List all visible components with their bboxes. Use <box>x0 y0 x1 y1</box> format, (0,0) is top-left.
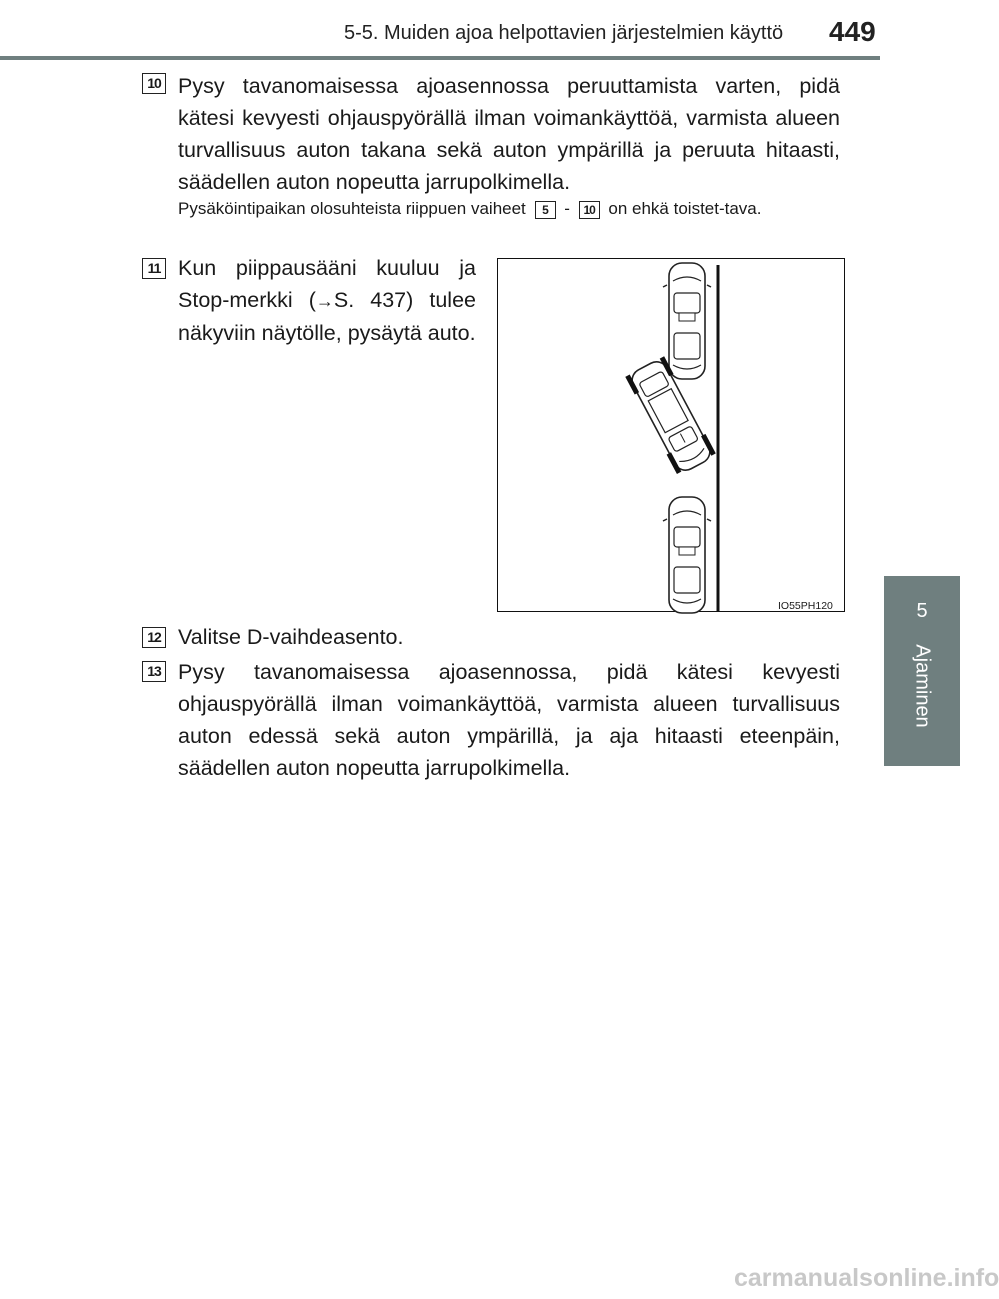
note-badge-from: 5 <box>535 201 556 219</box>
figure-id: IO55PH120 <box>778 600 833 612</box>
parked-car-rear <box>663 497 711 613</box>
watermark: carmanualsonline.info <box>734 1264 999 1292</box>
parking-illustration <box>497 258 845 612</box>
step-10-text: Pysy tavanomaisessa ajoasennossa peruuttamista varten, pidä kätesi kevyesti ohjauspyörällä ilman voimankäyttöä, varmista alueen turvallisuus auton takana sekä auton ympärillä ja peruuta hitaasti, säädellen auton nopeutta jarrupolkimella. <box>178 74 840 194</box>
page-number: 449 <box>829 16 876 47</box>
step-badge-10: 10 <box>142 73 166 94</box>
chapter-label: Ajaminen <box>911 644 934 728</box>
step-badge-12: 12 <box>142 627 166 648</box>
step-11-text-after: ) tulee näkyviin näytölle, pysäytä auto. <box>178 288 476 345</box>
chapter-number: 5 <box>916 600 928 622</box>
chapter-tab[interactable] <box>884 576 960 766</box>
step-note <box>178 198 840 220</box>
section-title: 5-5. Muiden ajoa helpottavien järjestelmien käyttö <box>344 22 784 44</box>
step-badge-11: 11 <box>142 258 166 279</box>
step-badge-13: 13 <box>142 661 166 682</box>
note-text-after: on ehkä toistet-tava. <box>608 199 762 218</box>
step-12-text: Valitse D-vaihdeasento. <box>178 625 404 649</box>
note-text-before: Pysäköintipaikan olosuhteista riippuen vaiheet <box>178 199 526 218</box>
step-11-text-before: Kun piippausääni kuuluu ja Stop-merkki ( <box>178 256 476 312</box>
note-dash: - <box>564 199 570 218</box>
step-11-text <box>178 252 476 349</box>
page-reference-link[interactable]: S. 437 <box>333 288 407 312</box>
note-badge-to: 10 <box>579 201 600 219</box>
page-header <box>0 0 960 62</box>
step-13-text: Pysy tavanomaisessa ajoasennossa, pidä kätesi kevyesti ohjauspyörällä ilman voimankäyttöä, varmista alueen turvallisuus auton edessä sekä auton ympärillä, ja aja hitaasti eteenpäin, säädellen auton nopeutta jarrupolkimella. <box>178 660 840 780</box>
header-rule <box>0 56 880 60</box>
parked-car-front <box>663 263 711 379</box>
parking-diagram <box>498 259 846 613</box>
reference-arrow-icon: → <box>315 291 334 311</box>
